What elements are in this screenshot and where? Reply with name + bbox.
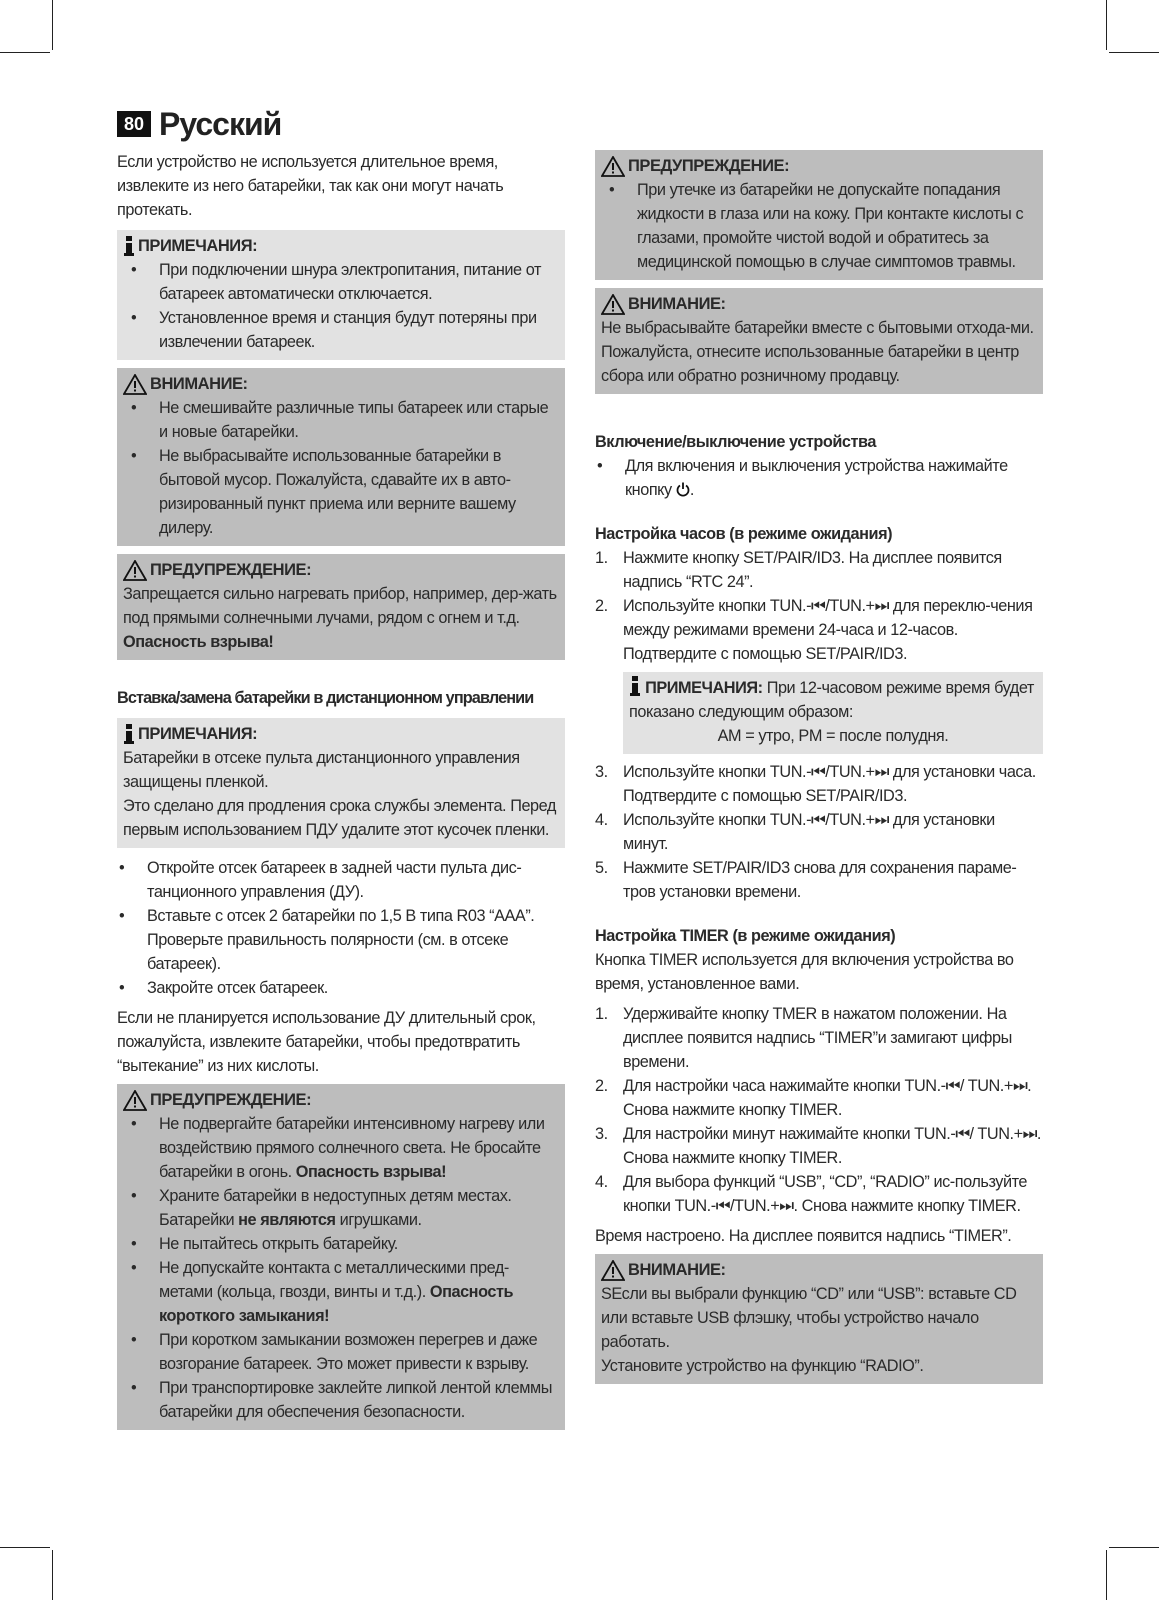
page-title: Русский [159,105,282,142]
warning-triangle-icon [601,156,625,177]
attention-heading: ВНИМАНИЕ: [123,372,559,396]
list-item: • Откройте отсек батареек в задней части пульта дис-танционного управления (ДУ). [117,856,565,904]
page-number: 80 [117,111,151,137]
list-item: • При коротком замыкании возможен перегрев и даже возгорание батареек. Это может привести к взрыву. [123,1328,559,1376]
list-item: 4. Для выбора функций “USB”, “CD”, “RADIO” ис-пользуйте кнопки TUN.-⏮/TUN.+⏭. Снова нажмите кнопку TIMER. [595,1173,1028,1215]
warning-heading: ПРЕДУПРЕЖДЕНИЕ: [123,558,559,582]
list-item: 5. Нажмите SET/PAIR/ID3 снова для сохранения параме-тров установки времени. [595,859,1017,901]
warning-triangle-icon [601,1260,625,1281]
info-icon [123,724,135,744]
note-box [117,230,565,360]
note-box: ПРИМЕЧАНИЯ: Батарейки в отсеке пульта дистанционного управления защищены пленкой. Это сделано для продления срока службы элемента. Перед первым использованием ПДУ удалите этот кусочек пленки. [117,718,565,848]
attention-heading: ВНИМАНИЕ: [601,1258,1037,1282]
note-heading: ПРИМЕЧАНИЯ: [123,722,559,746]
left-column [117,150,565,1430]
list-item: 3. Используйте кнопки TUN.-⏮/TUN.+⏭ для установки часа. Подтвердите с помощью SET/PAIR/ID3. [595,763,1036,805]
crop-mark [1106,0,1107,50]
skip-forward-icon: ⏭ [1012,1077,1028,1095]
section-heading: Настройка часов (в режиме ожидания) [595,525,893,543]
skip-forward-icon: ⏭ [874,597,889,615]
list-item: 3. Для настройки минут нажимайте кнопки TUN.-⏮/ TUN.+⏭. Снова нажмите кнопку TIMER. [595,1125,1041,1167]
skip-back-icon: ⏮ [811,597,826,615]
skip-back-icon: ⏮ [811,763,826,781]
clock-steps [595,546,1043,666]
list-item: • Не пытайтесь открыть батарейку. [123,1232,559,1256]
list-item: • При транспортировке заклейте липкой лентой клеммы батарейки для обеспечения безопасности. [123,1376,559,1424]
paragraph: Если не планируется использование ДУ длительный срок, пожалуйста, извлеките батарейки, чтобы предотвратить “вытекание” из них кислоты. [117,1009,536,1075]
skip-back-icon: ⏮ [945,1077,960,1095]
note-box: ПРИМЕЧАНИЯ: При 12-часовом режиме время будет показано следующим образом: AM = утро, PM = после полудня. [623,672,1043,754]
list-item: • Установленное время и станция будут потеряны при извлечении батареек. [123,306,559,354]
power-icon [676,481,690,499]
warning-box: ПРЕДУПРЕЖДЕНИЕ: Запрещается сильно нагревать прибор, например, дер-жать под прямыми солнечными лучами, рядом с огнем и т.д. Опасность взрыва! [117,554,565,660]
skip-back-icon: ⏮ [811,811,826,829]
skip-forward-icon: ⏭ [874,763,889,781]
warning-heading: ПРЕДУПРЕЖДЕНИЕ: [601,154,1037,178]
paragraph: Время настроено. На дисплее появится надпись “TIMER”. [595,1227,1012,1245]
warning-triangle-icon [123,560,147,581]
crop-mark [0,1547,50,1548]
list-item: • При утечке из батарейки не допускайте попадания жидкости в глаза или на кожу. При контакте кислоты с глазами, промойте чистой водой и обратитесь за медицинской помощью в случае симптомов травмы. [601,178,1037,274]
list-item: • Вставьте с отсек 2 батарейки по 1,5 В типа R03 “AAA”. Проверьте правильность полярности (см. в отсеке батареек). [117,904,565,976]
info-icon [123,236,135,256]
warning-triangle-icon [123,1090,147,1111]
crop-mark [0,52,50,53]
attention-box: ВНИМАНИЕ: Не выбрасывайте батарейки вместе с бытовыми отхода-ми. Пожалуйста, отнесите использованные батарейки в центр сбора или обратно розничному продавцу. [595,288,1043,394]
list-item: 1. Удерживайте кнопку TMER в нажатом положении. На дисплее появится надпись “TIMER”и замигают цифры времени. [595,1005,1012,1071]
paragraph: Кнопка TIMER используется для включения устройства во время, установленное вами. [595,951,1014,993]
skip-back-icon: ⏮ [955,1125,970,1143]
note-heading: ПРИМЕЧАНИЯ: [123,234,559,258]
attention-heading: ВНИМАНИЕ: [601,292,1037,316]
list-item: • Для включения и выключения устройства нажимайте кнопку . [595,454,1043,502]
section-heading: Вставка/замена батарейки в дистанционном управлении [117,689,534,707]
page-header [117,104,281,144]
timer-steps [595,1002,1043,1218]
list-item: • Храните батарейки в недоступных детям местах. Батарейки не являются игрушками. [123,1184,559,1232]
warning-heading: ПРЕДУПРЕЖДЕНИЕ: [123,1088,559,1112]
warning-triangle-icon [123,374,147,395]
list-item: 4. Используйте кнопки TUN.-⏮/TUN.+⏭ для установки минут. [595,811,995,853]
warning-triangle-icon [601,294,625,315]
right-column [595,150,1043,1384]
clock-steps-cont [595,760,1043,904]
info-icon [629,679,641,697]
crop-mark [52,0,53,50]
crop-mark [1109,1547,1159,1548]
warning-box [117,1084,565,1430]
list-item: 2. Используйте кнопки TUN.-⏮/TUN.+⏭ для переклю-чения между режимами времени 24-часа и 12-часов. Подтвердите с помощью SET/PAIR/ID3. [595,597,1033,663]
list-item: 2. Для настройки часа нажимайте кнопки TUN.-⏮/ TUN.+⏭. Снова нажмите кнопку TIMER. [595,1077,1032,1119]
skip-forward-icon: ⏭ [874,811,889,829]
list-item: • Не смешивайте различные типы батареек или старые и новые батарейки. [123,396,559,444]
skip-forward-icon: ⏭ [779,1197,794,1215]
steps-list [117,856,565,1000]
list-item: • При подключении шнура электропитания, питание от батареек автоматически отключается. [123,258,559,306]
skip-back-icon: ⏮ [715,1197,730,1215]
skip-forward-icon: ⏭ [1022,1125,1037,1143]
attention-box: ВНИМАНИЕ: SЕсли вы выбрали функцию “CD” или “USB”: вставьте CD или вставьте USB флэшку, чтобы устройство начало работать. Установите устройство на функцию “RADIO”. [595,1254,1043,1384]
crop-mark [1106,1550,1107,1600]
crop-mark [52,1550,53,1600]
crop-mark [1109,52,1159,53]
section-heading: Включение/выключение устройства [595,433,876,451]
section-heading: Настройка TIMER (в режиме ожидания) [595,927,896,945]
list-item: • Не выбрасывайте использованные батарейки в бытовой мусор. Пожалуйста, сдавайте их в авто-ризированный пункт приема или верните вашему дилеру. [123,444,559,540]
list-item: • Закройте отсек батареек. [117,976,565,1000]
intro-text: Если устройство не используется длительное время, извлеките из него батарейки, так как они могут начать протекать. [117,153,504,219]
list-item: • Не подвергайте батарейки интенсивному нагреву или воздействию прямого солнечного света. Не бросайте батарейки в огонь. Опасность взрыва! [123,1112,559,1184]
attention-box [117,368,565,546]
list-item: • Не допускайте контакта с металлическими пред-метами (кольца, гвозди, винты и т.д.). Опасность короткого замыкания! [123,1256,559,1328]
list-item: 1. Нажмите кнопку SET/PAIR/ID3. На дисплее появится надпись “RTC 24”. [595,549,1002,591]
warning-box [595,150,1043,280]
